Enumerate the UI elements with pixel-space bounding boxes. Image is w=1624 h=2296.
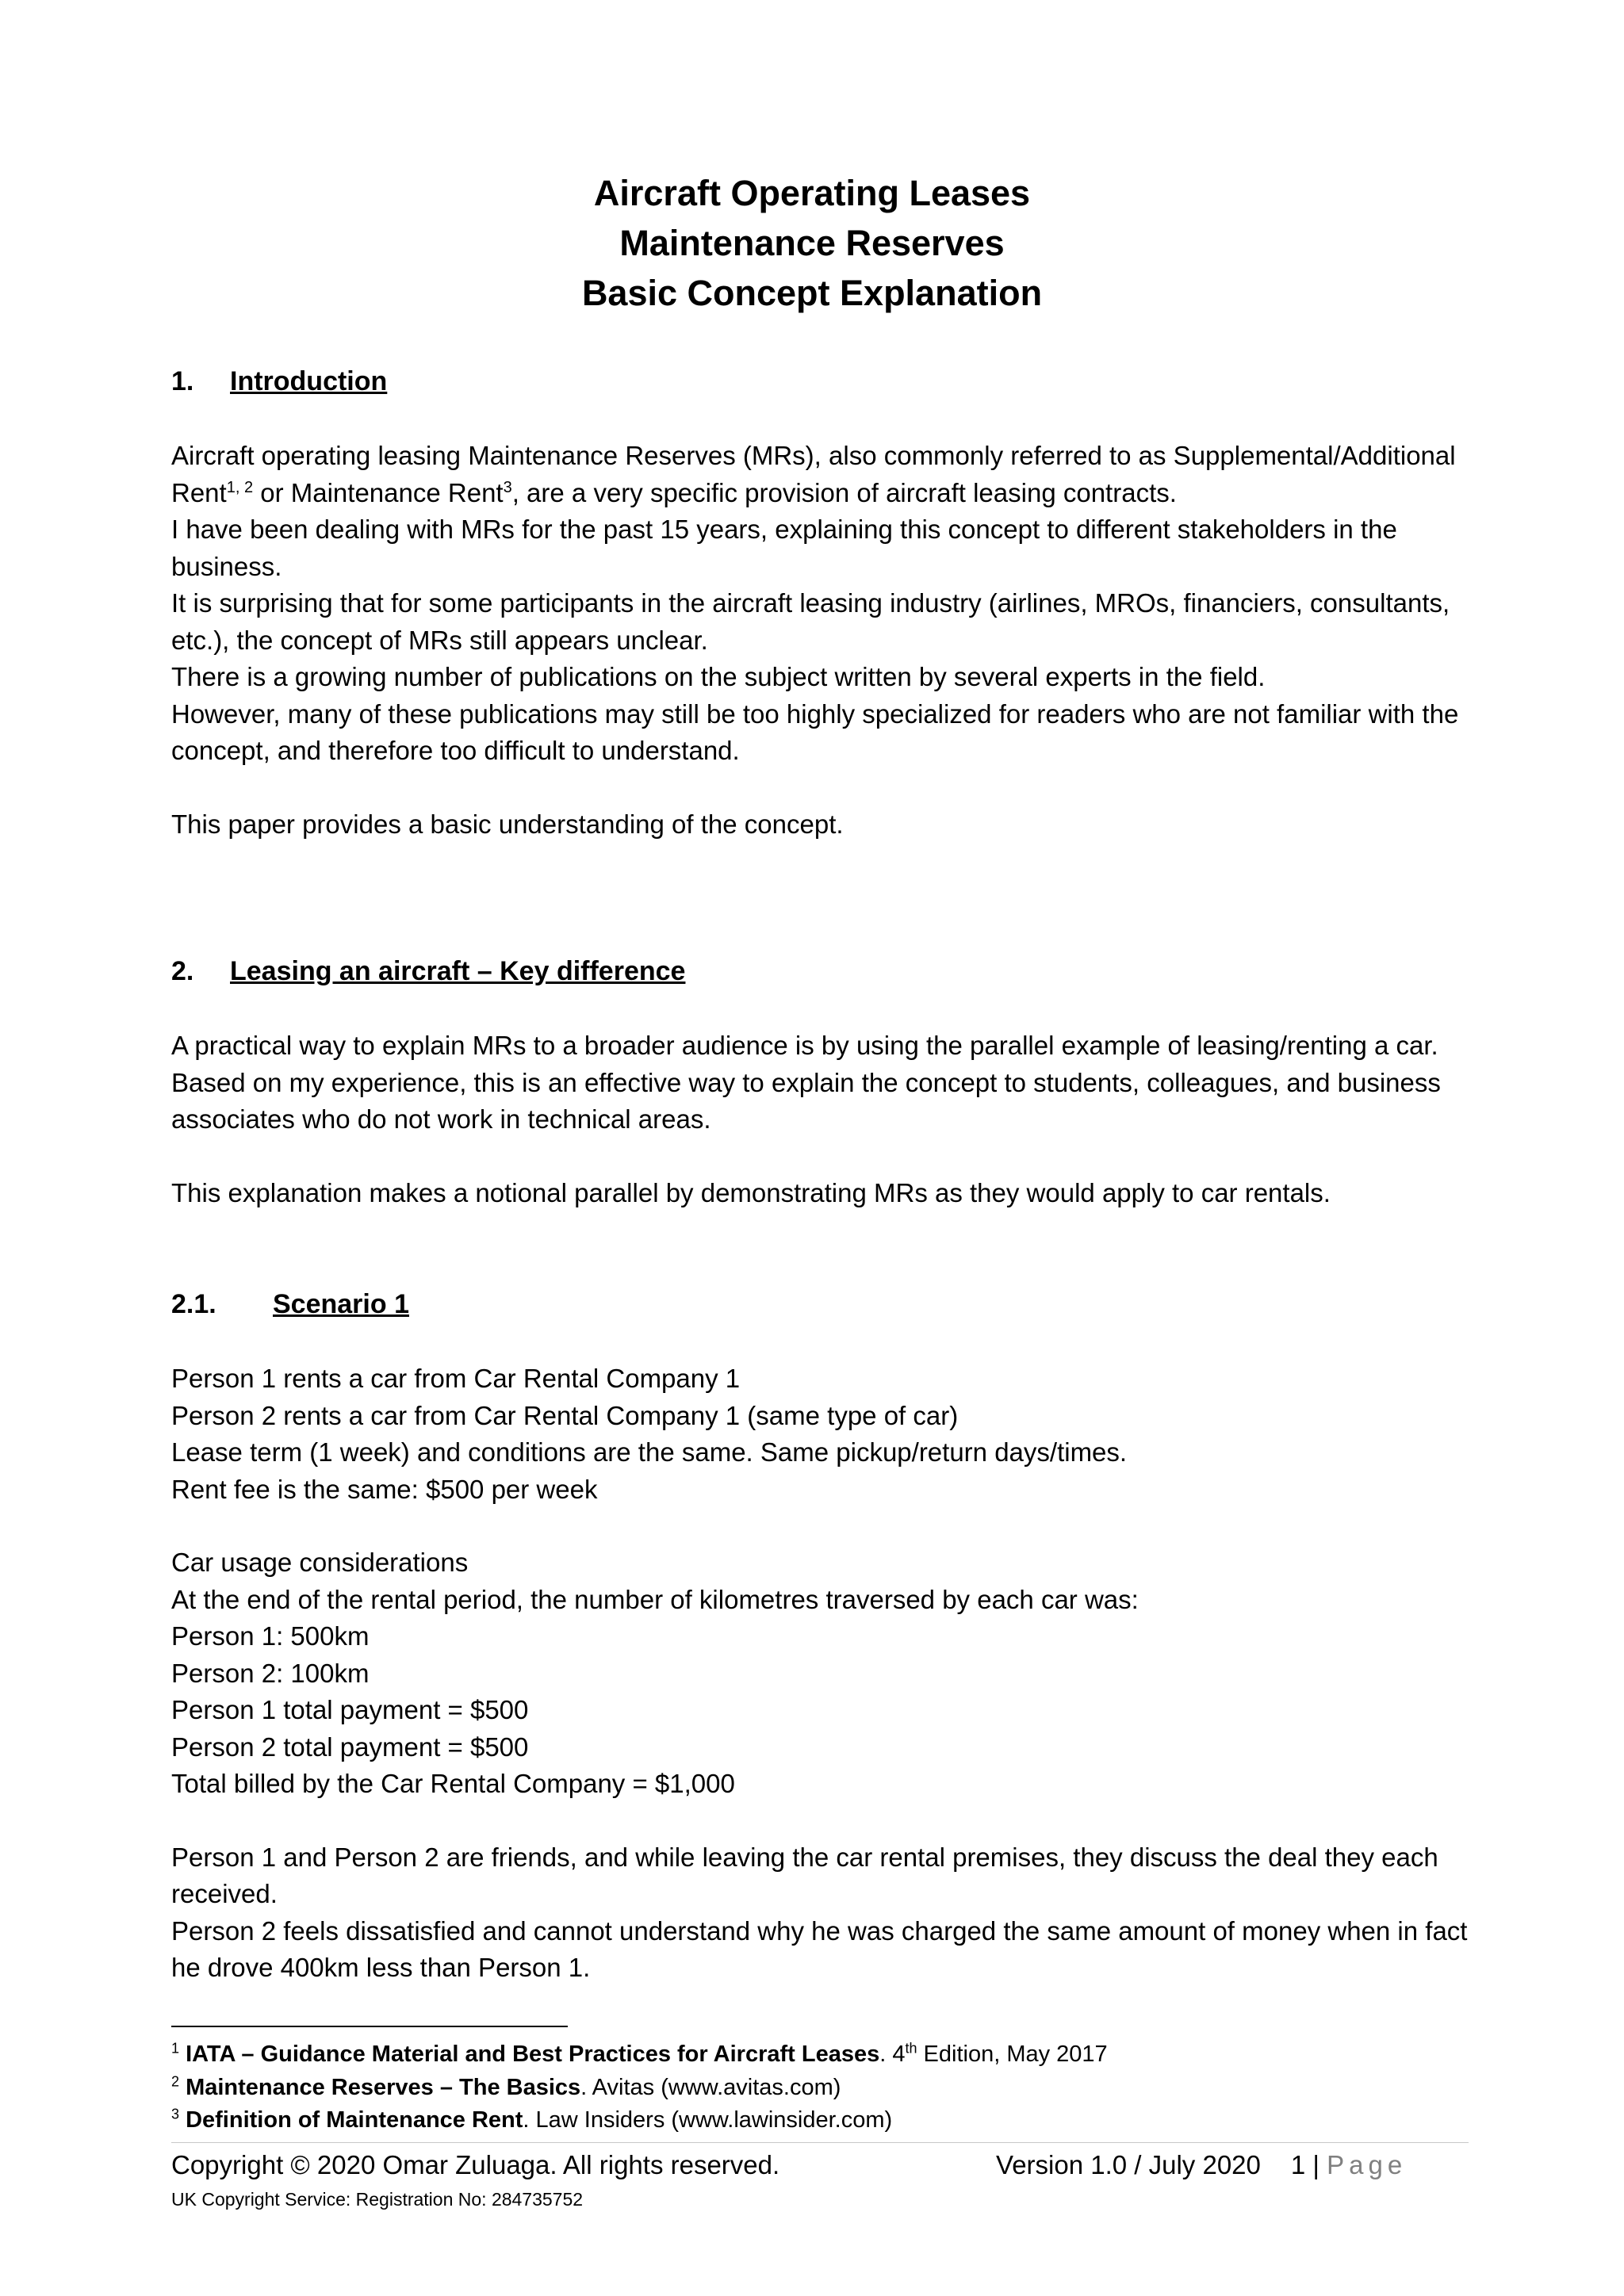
section-1-body xyxy=(171,438,1472,843)
paragraph: Person 1 and Person 2 are friends, and while leaving the car rental premises, they discuss the deal they each received. xyxy=(171,1842,1438,1908)
section-1-heading xyxy=(171,363,1472,400)
section-number: 2. xyxy=(171,956,194,986)
section-2-body xyxy=(171,1027,1472,1211)
text-line: Rent fee is the same: $500 per week xyxy=(171,1474,598,1504)
page-separator: | xyxy=(1312,2150,1320,2179)
text-line: Total billed by the Car Rental Company = $1,000 xyxy=(171,1769,735,1798)
text-line: Person 2 rents a car from Car Rental Company 1 (same type of car) xyxy=(171,1400,959,1430)
text-line: At the end of the rental period, the number of kilometres traversed by each car was: xyxy=(171,1584,1139,1614)
footer-registration: UK Copyright Service: Registration No: 284735752 xyxy=(171,2189,584,2210)
footnotes xyxy=(171,2038,1472,2137)
footnote: $^1$ IATA – Guidance Material and Best Practices for Aircraft Leases. 4th Edition, May 2017 xyxy=(171,2040,1108,2067)
section-2-heading xyxy=(171,953,1472,989)
text-line: Person 2 total payment = $500 xyxy=(171,1732,529,1762)
footer-version-page xyxy=(996,2148,1407,2183)
page-number: 1 xyxy=(1290,2150,1306,2179)
section-number: 2.1. xyxy=(171,1289,216,1319)
footnote: $^2$ Maintenance Reserves – The Basics. Avitas (www.avitas.com) xyxy=(171,2072,841,2100)
paragraph: I have been dealing with MRs for the past 15 years, explaining this concept to different stakeholders in the business. xyxy=(171,515,1397,581)
paragraph: However, many of these publications may still be too highly specialized for readers who are not familiar with the concept, and therefore too difficult to understand. xyxy=(171,698,1459,765)
title-line-1: Aircraft Operating Leases xyxy=(593,173,1031,213)
paragraph: This explanation makes a notional parallel by demonstrating MRs as they would apply to car rentals. xyxy=(171,1177,1331,1207)
paragraph: It is surprising that for some participants in the aircraft leasing industry (airlines, MROs, financiers, consultants, etc.), the concept of MRs still appears unclear. xyxy=(171,588,1450,655)
section-2-1-heading xyxy=(171,1286,1472,1322)
paragraph: Person 2 feels dissatisfied and cannot understand why he was charged the same amount of money when in fact he drove 400km less than Person 1. xyxy=(171,1915,1468,1982)
footnote-separator xyxy=(171,2026,568,2027)
paragraph: There is a growing number of publications on the subject written by several experts in the field. xyxy=(171,662,1266,691)
footnote: $^3$ Definition of Maintenance Rent. Law Insiders (www.lawinsider.com) xyxy=(171,2106,893,2133)
paragraph: Based on my experience, this is an effective way to explain the concept to students, colleagues, and business associates who do not work in technical areas. xyxy=(171,1067,1441,1134)
page-label: Page xyxy=(1327,2150,1408,2179)
text-line: Person 1: 500km xyxy=(171,1621,370,1651)
paragraph: This paper provides a basic understanding of the concept. xyxy=(171,809,844,839)
paragraph: A practical way to explain MRs to a broader audience is by using the parallel example of leasing/renting a car. xyxy=(171,1031,1438,1060)
section-2-1-body xyxy=(171,1360,1472,1987)
section-title: Introduction xyxy=(230,366,388,396)
text-line: Lease term (1 week) and conditions are the same. Same pickup/return days/times. xyxy=(171,1437,1128,1467)
footnote-ref: 1, 2 xyxy=(226,478,254,496)
footer-version: Version 1.0 / July 2020 xyxy=(996,2150,1261,2179)
document-title xyxy=(0,168,1624,318)
footer-divider xyxy=(171,2142,1469,2143)
title-line-3: Basic Concept Explanation xyxy=(581,273,1043,313)
text-line: Person 1 total payment = $500 xyxy=(171,1695,529,1724)
section-title: Scenario 1 xyxy=(273,1289,409,1319)
title-line-2: Maintenance Reserves xyxy=(619,223,1005,263)
paragraph: Aircraft operating leasing Maintenance Reserves (MRs), also commonly referred to as Supplemental/Additional Rent$^{1, 2}$ or Maintenance Rent$^3$, are a very specific provision of aircraft leasing contracts. xyxy=(171,441,1456,507)
text-line: Person 1 rents a car from Car Rental Company 1 xyxy=(171,1364,741,1393)
footnote-ref: 3 xyxy=(503,478,512,496)
text-line: Car usage considerations xyxy=(171,1548,469,1577)
section-title: Leasing an aircraft – Key difference xyxy=(230,956,686,986)
text-line: Person 2: 100km xyxy=(171,1658,370,1688)
footer-copyright: Copyright © 2020 Omar Zuluaga. All rights reserved. xyxy=(171,2150,780,2179)
section-number: 1. xyxy=(171,366,194,396)
